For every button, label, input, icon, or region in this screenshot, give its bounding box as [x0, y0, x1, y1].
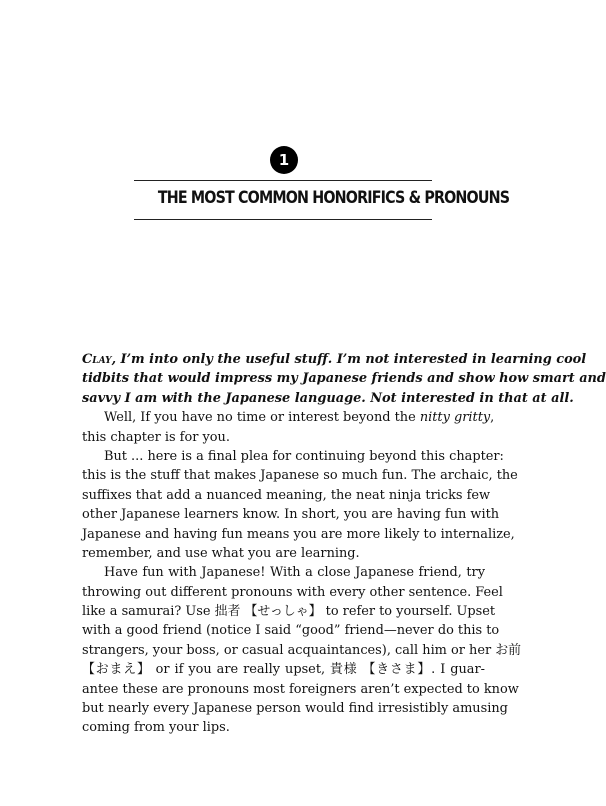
paragraph-line: Japanese and having fun means you are more likely to internalize, — [82, 526, 515, 542]
paragraph-line: remember, and use what you are learning. — [82, 545, 360, 561]
chapter-number-badge: 1 — [270, 146, 298, 174]
paragraph-line: But ... here is a final plea for continuing beyond this chapter: — [104, 448, 504, 464]
paragraph-line: this is the stuff that makes Japanese so much fun. The archaic, the — [82, 468, 518, 484]
quote-line: tidbits that would impress my Japanese friends and show how smart and — [82, 371, 606, 387]
paragraph-line: strangers, your boss, or casual acquaintances), call him or her お前 — [82, 642, 521, 658]
paragraph-line: with a good friend (notice I said “good” friend—never do this to — [82, 623, 500, 639]
paragraph-line: coming from your lips. — [82, 720, 230, 736]
paragraph-line: like a samurai? Use 拙者 【せっしゃ】 to refer to yourself. Upset — [82, 604, 496, 620]
paragraph-line: this chapter is for you. — [82, 429, 230, 445]
quote-line: Clay, I’m into only the useful stuff. I’m not interested in learning cool — [82, 352, 587, 367]
paragraph-line: other Japanese learners know. In short, you are having fun with — [82, 507, 500, 523]
paragraph-line: Have fun with Japanese! With a close Japanese friend, try — [104, 565, 485, 581]
quote-line: savvy I am with the Japanese language. Not interested in that at all. — [82, 390, 574, 406]
paragraph-line: but nearly every Japanese person would find irresistibly amusing — [82, 701, 508, 717]
paragraph-line: 【おまえ】 or if you are really upset, 貴様 【きさま】. I guar- — [82, 662, 485, 678]
paragraph-line: throwing out different pronouns with every other sentence. Feel — [82, 584, 503, 600]
paragraph-line: antee these are pronouns most foreigners aren’t expected to know — [82, 681, 519, 697]
chapter-title: THE MOST COMMON HONORIFICS & PRONOUNS — [157, 188, 510, 208]
paragraph-line: Well, If you have no time or interest beyond the nitty gritty, — [104, 410, 495, 426]
chapter-body — [82, 350, 606, 738]
emphasis-text: nitty gritty — [419, 410, 491, 426]
addressee-name: Clay — [82, 352, 112, 367]
chapter-title-block — [134, 180, 510, 220]
paragraph-line: suffixes that add a nuanced meaning, the neat ninja tricks few — [82, 487, 491, 503]
